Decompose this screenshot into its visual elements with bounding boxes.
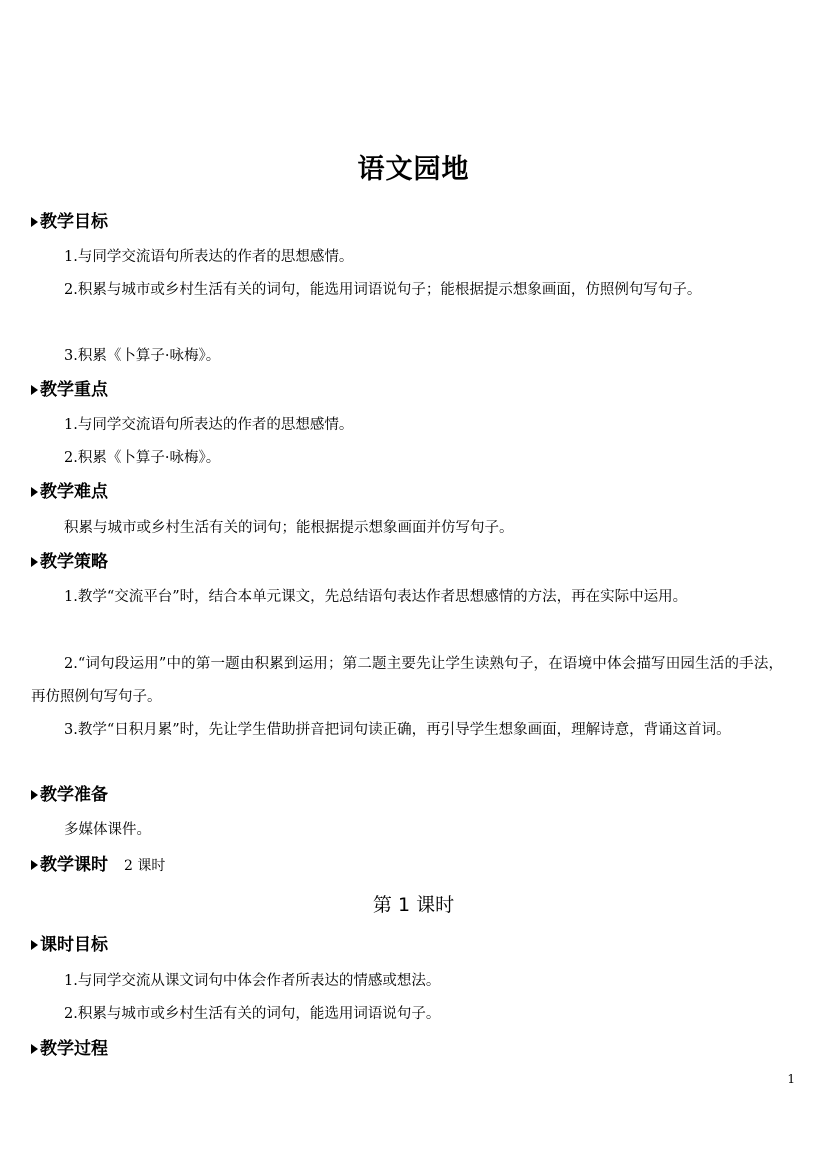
section-heading-label: 教学目标	[40, 212, 108, 232]
preparation-item: 多媒体课件。	[64, 822, 151, 838]
section-heading-label: 课时目标	[40, 935, 108, 955]
page-title: 语文园地	[357, 154, 470, 185]
triangle-bullet-icon	[31, 1044, 38, 1054]
section-heading-label: 教学过程	[40, 1039, 108, 1059]
triangle-bullet-icon	[31, 557, 38, 567]
triangle-bullet-icon	[31, 940, 38, 950]
section-heading-objectives	[31, 209, 108, 235]
section-heading-strategies	[31, 549, 108, 575]
lesson-objective-item: 1.与同学交流从课文词句中体会作者所表达的情感或想法。	[64, 973, 441, 989]
section-heading-periods	[31, 852, 165, 878]
page-number: 1	[787, 1072, 795, 1086]
section-heading-lesson-objectives	[31, 932, 108, 958]
section-heading-label: 教学难点	[40, 482, 108, 502]
strategy-item: 2.“词句段运用”中的第一题由积累到运用；第二题主要先让学生读熟句子，在语境中体会描写田园生活的手法，再仿照例句写句子。	[31, 656, 783, 705]
triangle-bullet-icon	[31, 217, 38, 227]
triangle-bullet-icon	[31, 790, 38, 800]
triangle-bullet-icon	[31, 487, 38, 497]
key-point-item: 2.积累《卜算子·咏梅》。	[64, 450, 221, 466]
section-heading-label: 教学准备	[40, 785, 108, 805]
section-heading-difficulties	[31, 479, 108, 505]
strategy-item: 3.教学“日积月累”时，先让学生借助拼音把词句读正确，再引导学生想象画面，理解诗意，背诵这首词。	[64, 722, 731, 738]
difficulty-item: 积累与城市或乡村生活有关的词句；能根据提示想象画面并仿写句子。	[64, 520, 514, 536]
lesson-title: 第 1 课时	[372, 894, 455, 916]
section-heading-preparation	[31, 782, 108, 808]
section-heading-label: 教学课时	[40, 855, 108, 875]
section-heading-label: 教学策略	[40, 552, 108, 572]
objective-item: 3.积累《卜算子·咏梅》。	[64, 348, 221, 364]
triangle-bullet-icon	[31, 385, 38, 395]
lesson-objective-item: 2.积累与城市或乡村生活有关的词句，能选用词语说句子。	[64, 1006, 441, 1022]
strategy-item: 1.教学“交流平台”时，结合本单元课文，先总结语句表达作者思想感情的方法，再在实际中运用。	[64, 589, 688, 605]
key-point-item: 1.与同学交流语句所表达的作者的思想感情。	[64, 417, 354, 433]
objective-item: 2.积累与城市或乡村生活有关的词句，能选用词语说句子；能根据提示想象画面，仿照例句写句子。	[64, 282, 702, 298]
section-heading-label: 教学重点	[40, 380, 108, 400]
section-heading-key-points	[31, 377, 108, 403]
section-heading-process	[31, 1036, 108, 1062]
triangle-bullet-icon	[31, 860, 38, 870]
periods-value: 2 课时	[124, 858, 166, 874]
objective-item: 1.与同学交流语句所表达的作者的思想感情。	[64, 249, 354, 265]
